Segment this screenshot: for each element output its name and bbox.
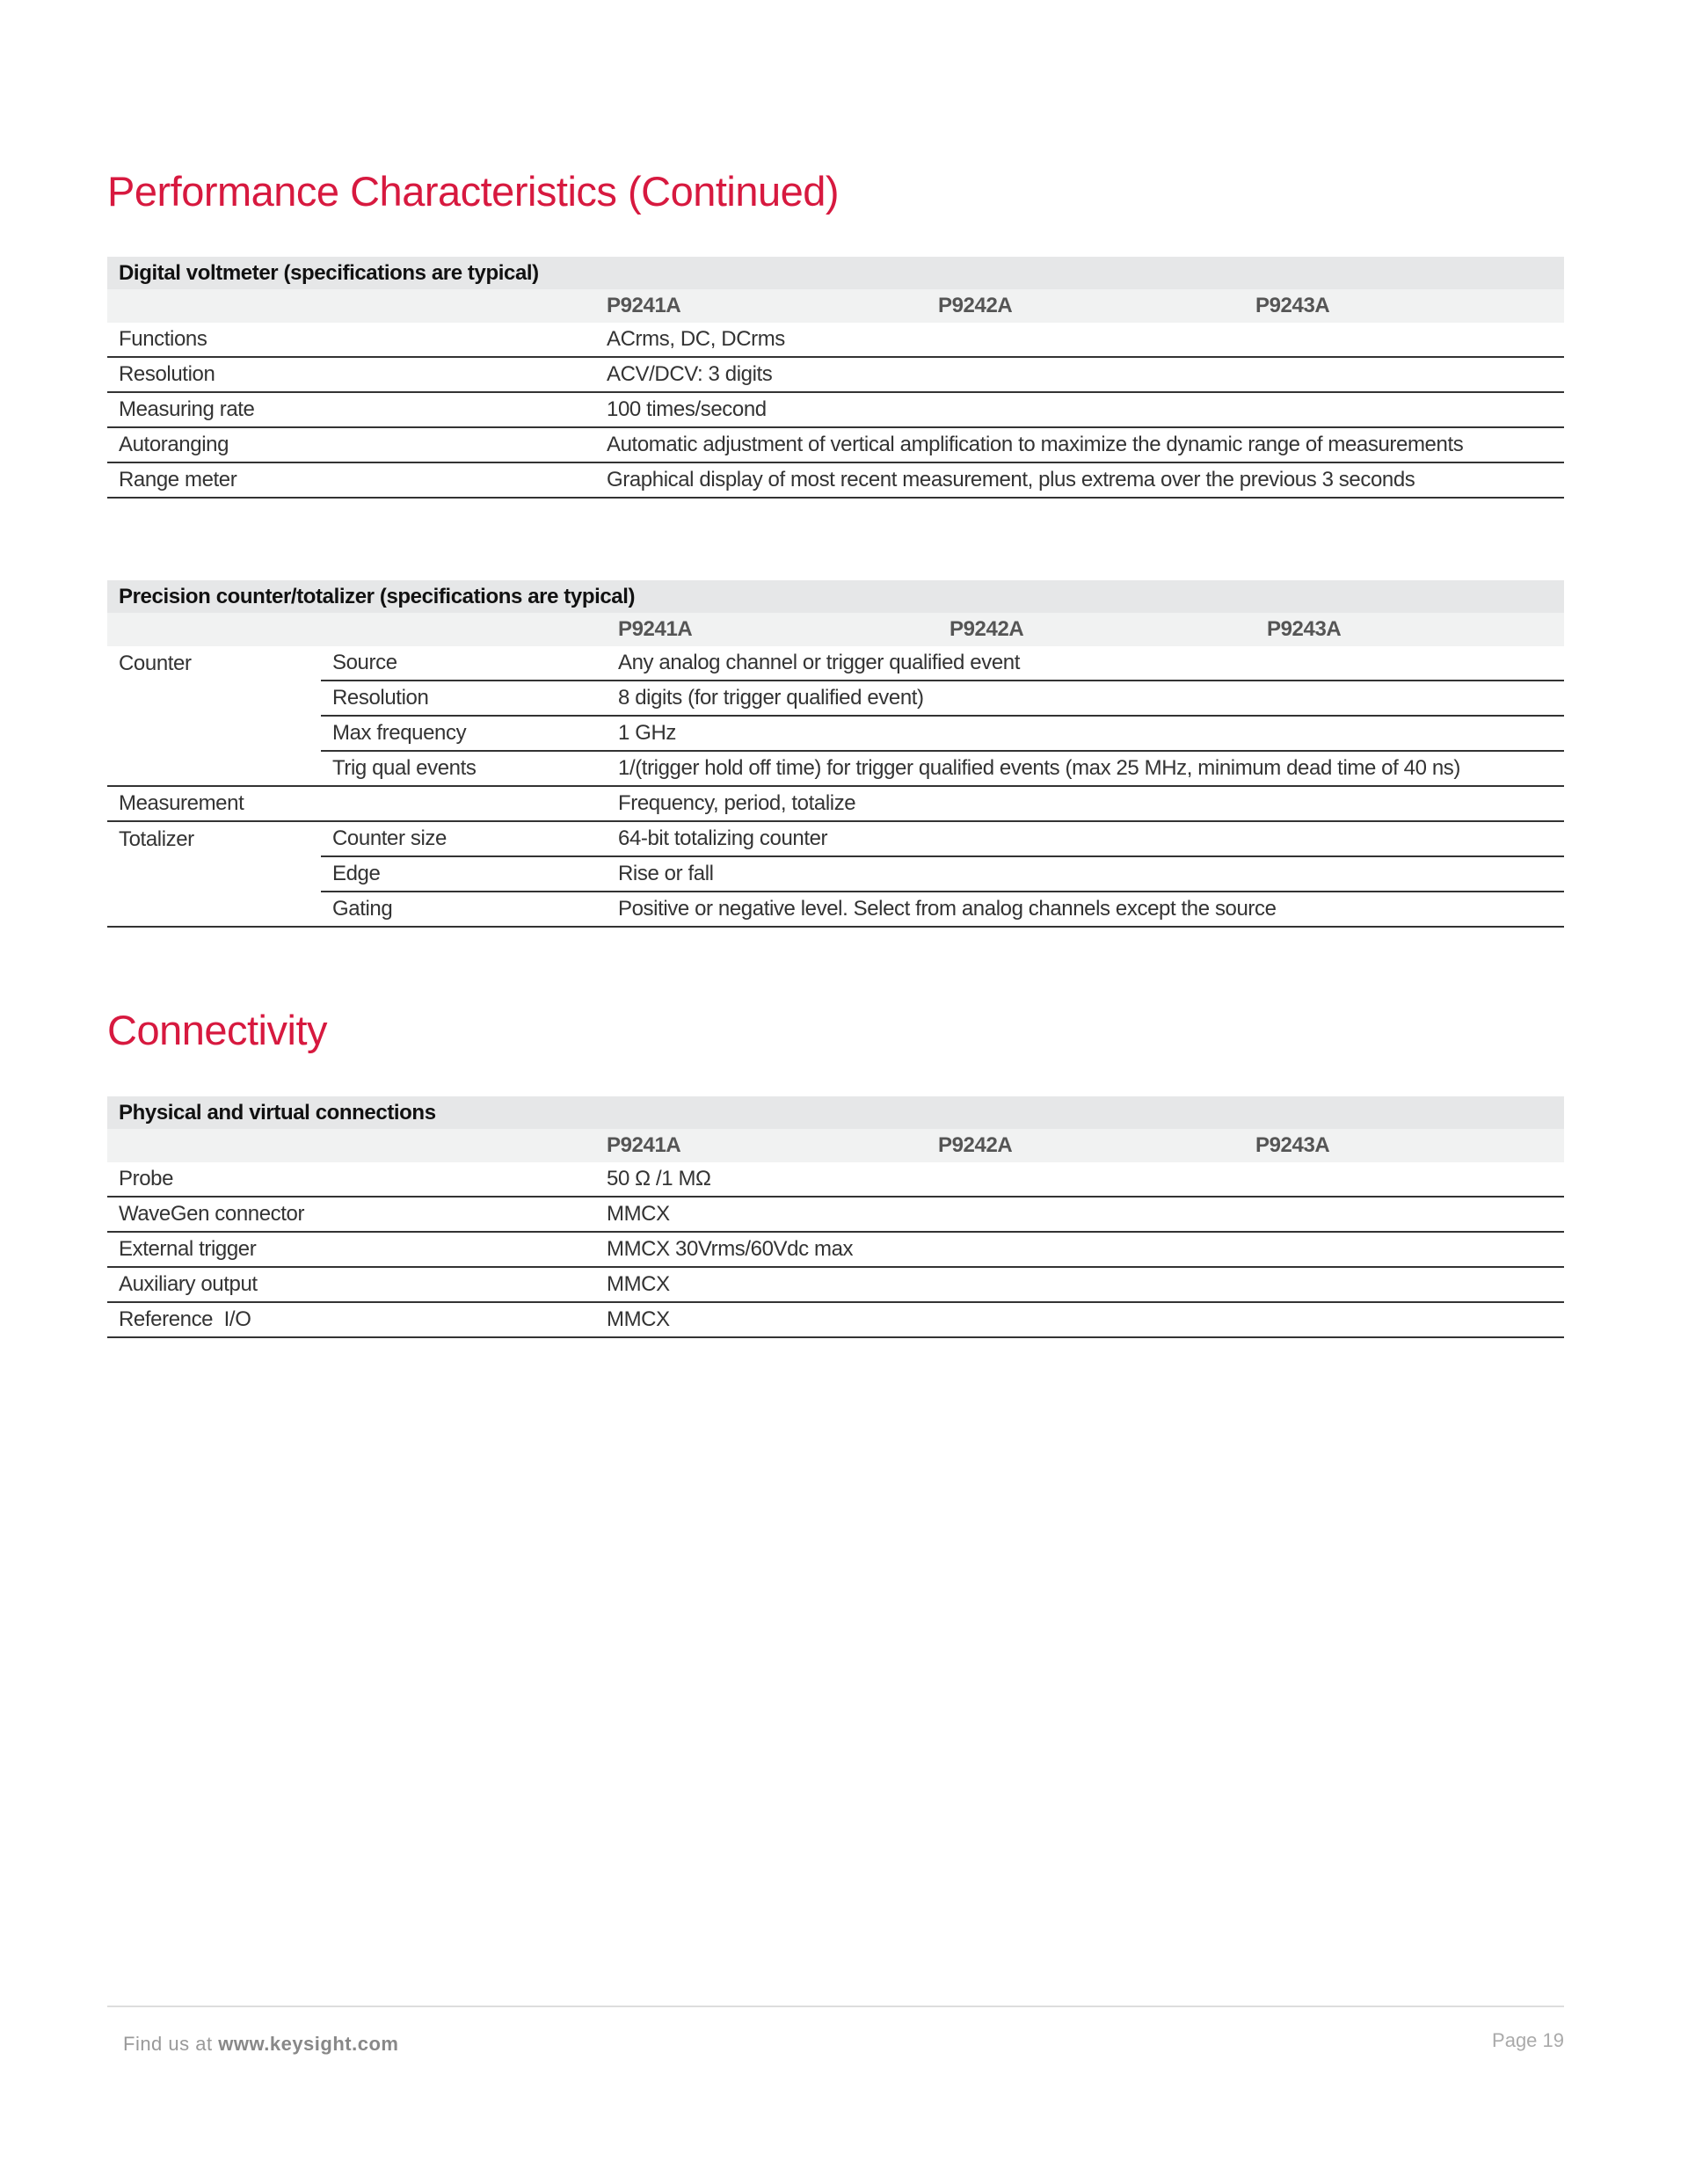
row-label: External trigger <box>107 1232 595 1267</box>
model-header: P9243A <box>1244 1129 1564 1162</box>
table-title: Precision counter/totalizer (specifications are typical) <box>107 580 1564 613</box>
row-label: Trig qual events <box>321 751 607 786</box>
website-link[interactable]: www.keysight.com <box>218 2033 399 2055</box>
model-header: P9242A <box>927 1129 1244 1162</box>
table-row <box>107 1232 1564 1267</box>
row-label: Max frequency <box>321 716 607 751</box>
row-value: Automatic adjustment of vertical amplification to maximize the dynamic range of measurements <box>595 427 1564 462</box>
page-number: Page 19 <box>1492 2029 1564 2051</box>
row-label: Range meter <box>107 462 595 498</box>
table-row <box>107 1302 1564 1337</box>
table-row <box>107 462 1564 498</box>
table-row <box>107 681 1564 716</box>
row-value: 100 times/second <box>595 392 1564 427</box>
row-value: Positive or negative level. Select from analog channels except the source <box>607 892 1564 927</box>
row-group: Measurement <box>107 786 321 821</box>
footer-divider <box>107 2006 1564 2007</box>
model-header: P9242A <box>938 613 1255 646</box>
table-row <box>107 821 1564 856</box>
table-row <box>107 892 1564 927</box>
table-row <box>107 716 1564 751</box>
row-label: Edge <box>321 856 607 892</box>
footer-text <box>123 2033 398 2056</box>
connections-table <box>107 1096 1564 1338</box>
row-label: Probe <box>107 1162 595 1197</box>
row-value: 1 GHz <box>607 716 1564 751</box>
table-row <box>107 786 1564 821</box>
model-header: P9241A <box>595 1129 927 1162</box>
table-row <box>107 856 1564 892</box>
row-value: 64-bit totalizing counter <box>607 821 1564 856</box>
table-title: Physical and virtual connections <box>107 1096 1564 1129</box>
model-header: P9242A <box>927 289 1244 323</box>
row-value: Any analog channel or trigger qualified event <box>607 646 1564 681</box>
row-value: ACrms, DC, DCrms <box>595 323 1564 357</box>
row-value: MMCX <box>595 1197 1564 1232</box>
row-label: Source <box>321 646 607 681</box>
row-label: Autoranging <box>107 427 595 462</box>
footer-prefix: Find us at <box>123 2033 219 2055</box>
counter-table <box>107 580 1564 928</box>
row-group: Totalizer <box>119 826 194 851</box>
row-value: MMCX 30Vrms/60Vdc max <box>595 1232 1564 1267</box>
row-value: MMCX <box>595 1267 1564 1302</box>
row-label: Measuring rate <box>107 392 595 427</box>
table-row <box>107 751 1564 786</box>
row-label: Resolution <box>321 681 607 716</box>
table-row <box>107 427 1564 462</box>
row-label: Resolution <box>107 357 595 392</box>
table-row <box>107 1267 1564 1302</box>
model-header: P9241A <box>607 613 938 646</box>
table-row <box>107 1197 1564 1232</box>
table-row <box>107 1162 1564 1197</box>
row-label: Functions <box>107 323 595 357</box>
section-title-performance: Performance Characteristics (Continued) <box>107 168 840 215</box>
model-header: P9243A <box>1255 613 1564 646</box>
section-title-connectivity: Connectivity <box>107 1007 327 1053</box>
model-header: P9241A <box>595 289 927 323</box>
row-label: Counter size <box>321 821 607 856</box>
row-value: Frequency, period, totalize <box>607 786 1564 821</box>
table-row <box>107 646 1564 681</box>
row-value: 1/(trigger hold off time) for trigger qualified events (max 25 MHz, minimum dead time of 40 ns) <box>607 751 1564 786</box>
row-label: WaveGen connector <box>107 1197 595 1232</box>
row-group: Counter <box>119 651 192 675</box>
row-value: ACV/DCV: 3 digits <box>595 357 1564 392</box>
table-row <box>107 357 1564 392</box>
table-row <box>107 323 1564 357</box>
dvm-table <box>107 257 1564 499</box>
row-label: Reference I/O <box>107 1302 595 1337</box>
row-value: 50 Ω /1 MΩ <box>595 1162 1564 1197</box>
row-label: Gating <box>321 892 607 927</box>
row-label: Auxiliary output <box>107 1267 595 1302</box>
table-title: Digital voltmeter (specifications are typical) <box>107 257 1564 289</box>
table-row <box>107 392 1564 427</box>
row-value: 8 digits (for trigger qualified event) <box>607 681 1564 716</box>
row-value: Rise or fall <box>607 856 1564 892</box>
row-value: MMCX <box>595 1302 1564 1337</box>
model-header: P9243A <box>1244 289 1564 323</box>
row-value: Graphical display of most recent measurement, plus extrema over the previous 3 seconds <box>595 462 1564 498</box>
